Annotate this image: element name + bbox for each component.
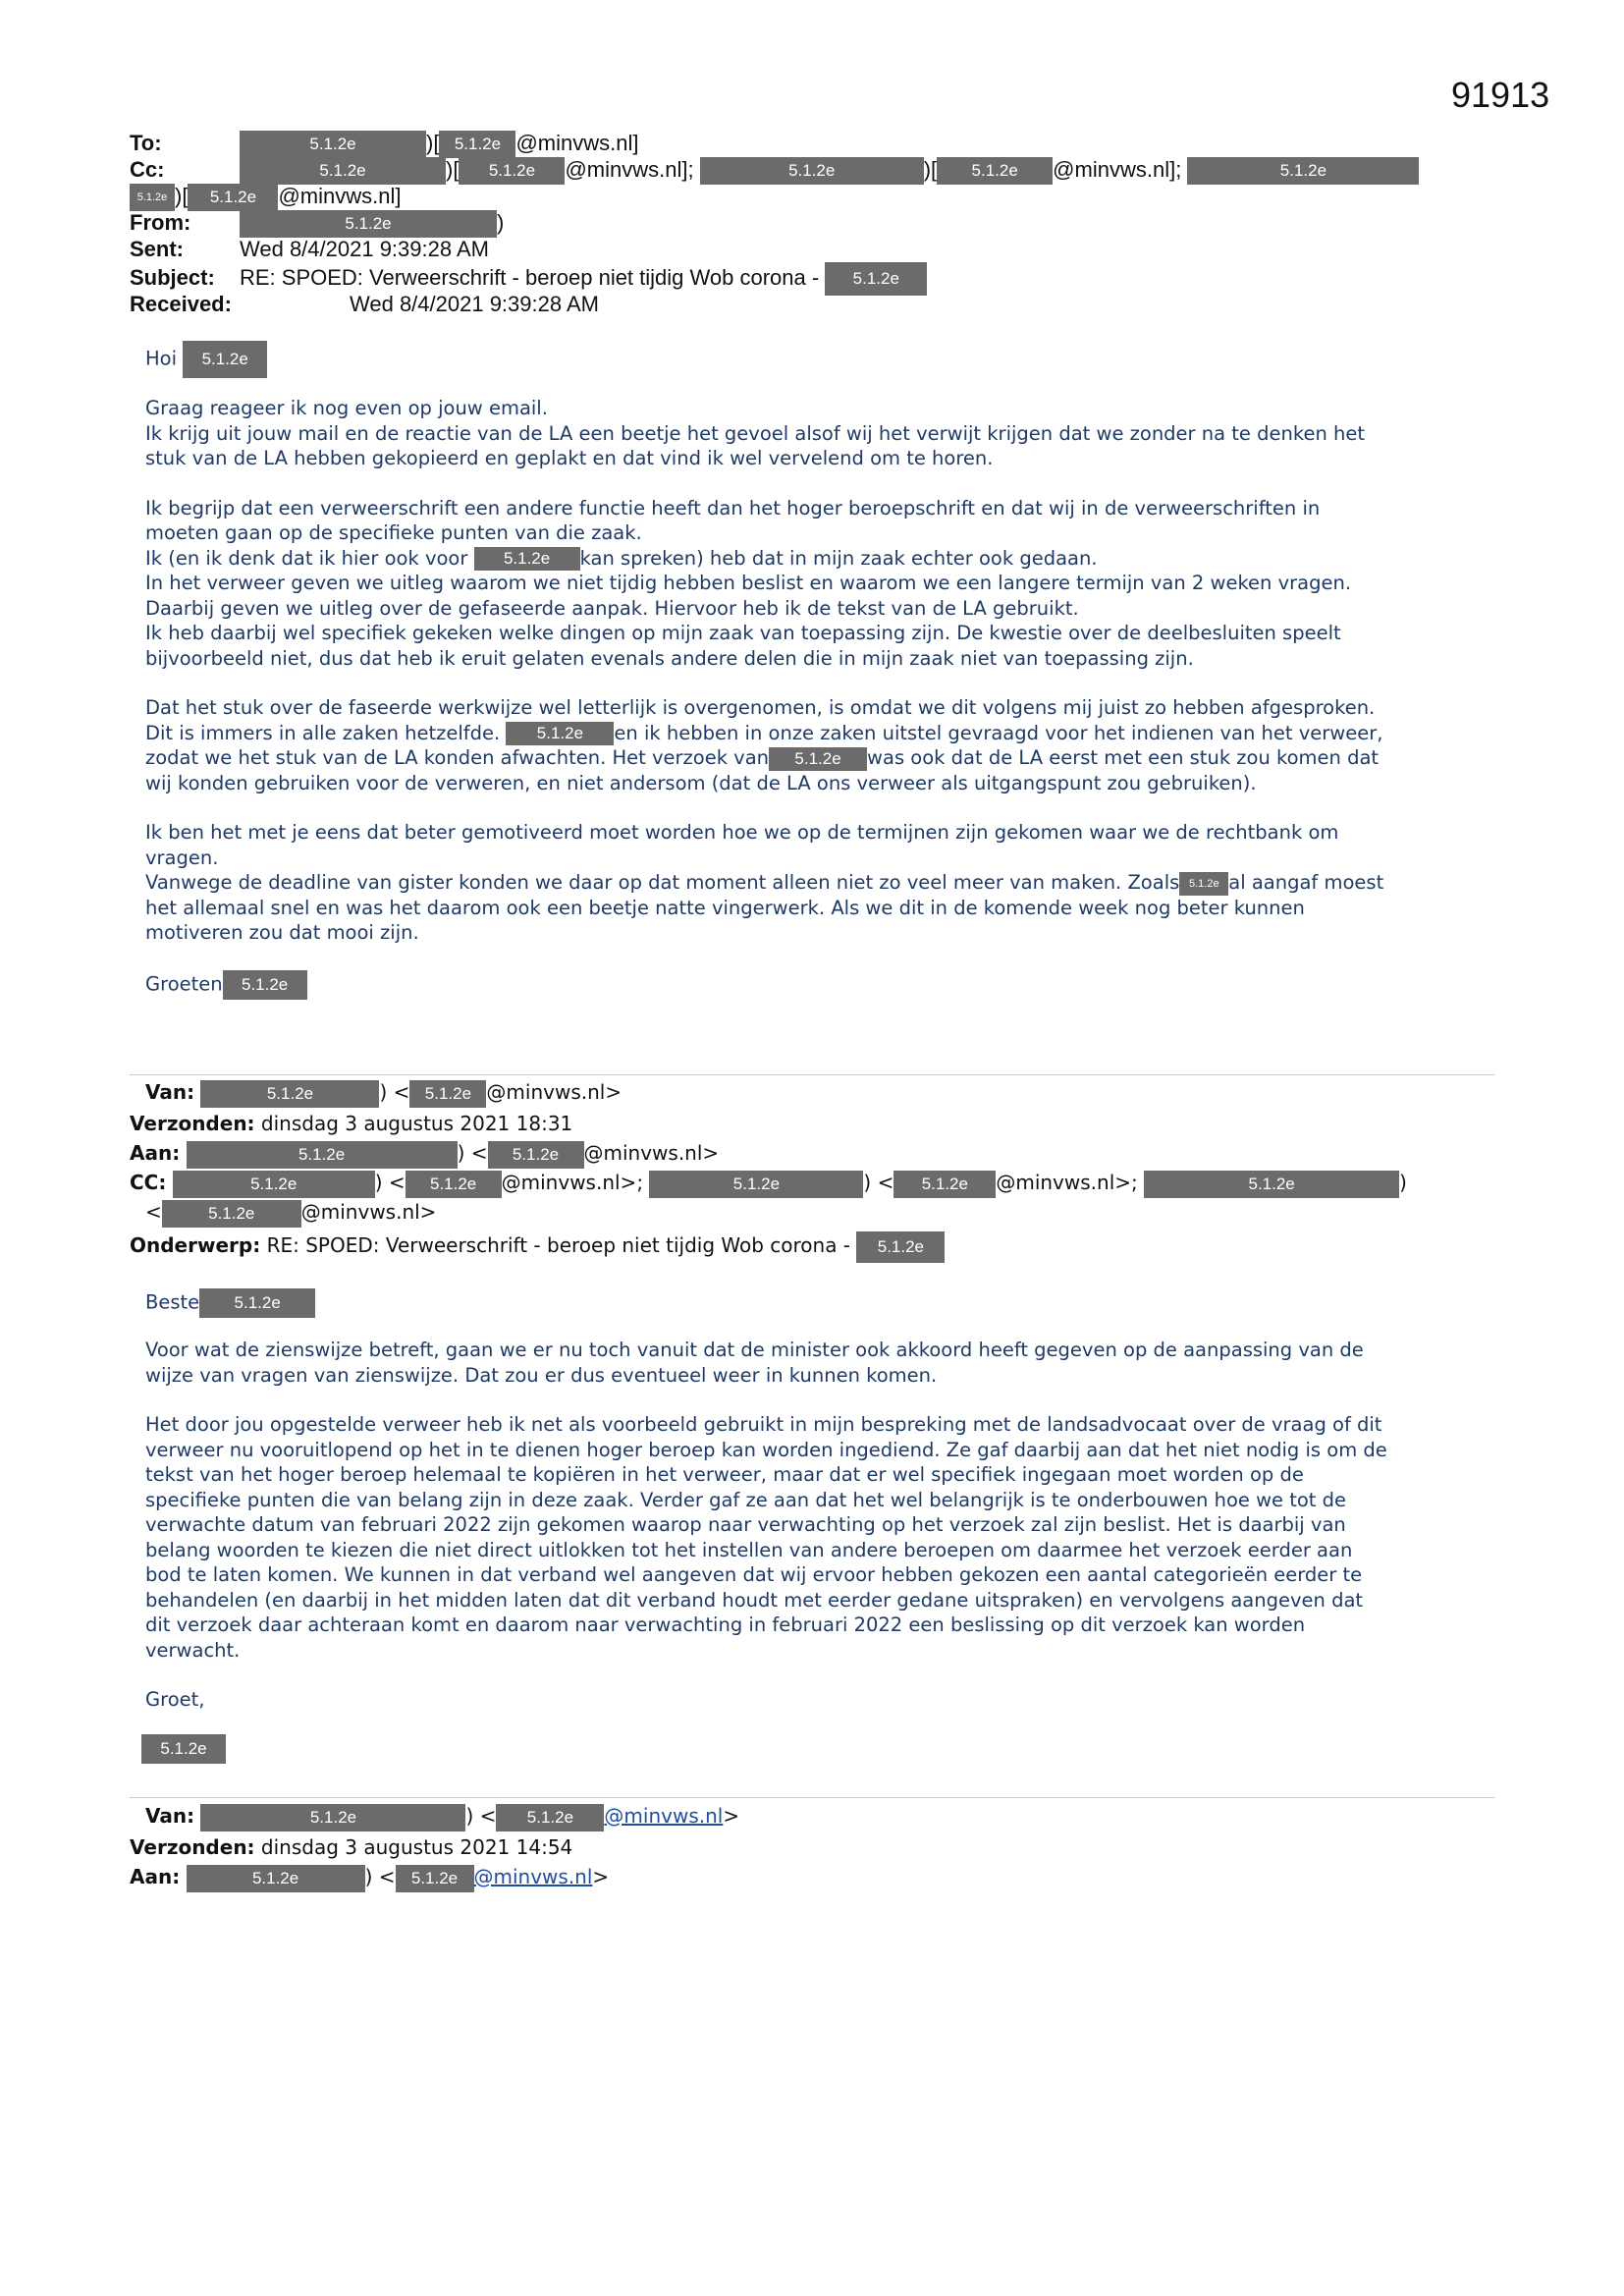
text: kan spreken) heb dat in mijn zaak echter ook gedaan. xyxy=(579,546,1098,570)
to-line: To: 5.1.2e )[ 5.1.2e @minvws.nl] xyxy=(130,130,638,158)
subject-label: Subject: xyxy=(130,264,215,290)
address: @minvws.nl> xyxy=(300,1200,437,1224)
text: Vanwege de deadline van gister konden we daar op dat moment alleen niet zo veel meer van maken. Zoals xyxy=(145,871,1180,894)
paragraph: In het verweer geven we uitleg waarom we niet tijdig hebben beslist en waarom we een langere termijn van 2 weken vragen. xyxy=(145,572,1352,594)
redaction: 5.1.2e xyxy=(187,1865,365,1892)
aan-label: Aan: xyxy=(130,1141,181,1165)
paragraph xyxy=(145,745,1490,771)
fw2-verzonden-line xyxy=(130,1832,572,1862)
address: @minvws.nl>; xyxy=(501,1171,644,1194)
redaction: 5.1.2e xyxy=(187,1141,458,1169)
van-label: Van: xyxy=(145,1804,195,1828)
paragraph: moeten gaan op de specifieke punten van die zaak. xyxy=(145,521,642,544)
redaction: 5.1.2e xyxy=(396,1865,474,1892)
paragraph xyxy=(145,870,1490,896)
email-link[interactable]: @minvws.nl xyxy=(604,1804,724,1828)
separator xyxy=(130,1797,1494,1798)
onderwerp-label: Onderwerp: xyxy=(130,1233,261,1257)
text: al aangaf moest xyxy=(1228,871,1384,894)
text: was ook dat de LA eerst met een stuk zou komen dat xyxy=(867,746,1380,769)
redaction: 5.1.2e xyxy=(700,157,924,185)
redaction: 5.1.2e xyxy=(825,262,927,296)
redaction: 5.1.2e xyxy=(200,1804,465,1831)
redaction: 5.1.2e xyxy=(488,1141,584,1169)
fw1-van-line: Van: 5.1.2e ) < 5.1.2e @minvws.nl> xyxy=(145,1077,622,1108)
fw1-aan-line: Aan: 5.1.2e ) < 5.1.2e @minvws.nl> xyxy=(130,1138,719,1169)
received-line xyxy=(130,291,599,317)
paragraph: Ik heb daarbij wel specifiek gekeken welke dingen op mijn zaak van toepassing zijn. De kwestie over de deelbesluiten speelt xyxy=(145,622,1341,644)
paragraph: wij konden gebruiken voor de verweren, en niet andersom (dat de LA ons verweer als uitgangspunt zou gebruiken). xyxy=(145,771,1257,794)
redaction: 5.1.2e xyxy=(459,157,565,185)
cc-continuation: 5.1.2e )[ 5.1.2e @minvws.nl] xyxy=(130,183,401,211)
reply-body xyxy=(145,341,1490,1000)
address: @minvws.nl> xyxy=(486,1080,623,1104)
cc-label: CC: xyxy=(130,1171,167,1194)
redaction: 5.1.2e xyxy=(1144,1171,1399,1198)
to-domain: @minvws.nl] xyxy=(515,131,639,155)
paragraph: wijze van vragen van zienswijze. Dat zou er dus eventueel weer in kunnen komen. xyxy=(145,1363,938,1387)
received-value: Wed 8/4/2021 9:39:28 AM xyxy=(350,292,599,316)
redaction: 5.1.2e xyxy=(173,1171,375,1198)
paragraph: dit verzoek daar achteraan komt en daarom naar verwachting in februari 2022 een beslissing op dit verzoek kan worden xyxy=(145,1613,1306,1636)
to-label: To: xyxy=(130,131,162,155)
greeting-text: Beste xyxy=(145,1290,200,1314)
paragraph: Voor wat de zienswijze betreft, gaan we er nu toch vanuit dat de minister ook akkoord heeft gegeven op de aanpassing van de xyxy=(145,1339,1364,1361)
verzonden-value: dinsdag 3 augustus 2021 14:54 xyxy=(260,1835,573,1859)
text: en ik hebben in onze zaken uitstel gevraagd voor het indienen van het verweer, xyxy=(614,721,1383,744)
cc-domain: @minvws.nl] xyxy=(278,184,402,208)
separator xyxy=(130,1074,1494,1075)
sent-label: Sent: xyxy=(130,237,184,261)
paragraph: bod te laten komen. We kunnen in dat verband wel aangeven dat wij ervoor hebben gekozen een aantal categorieën eerder te xyxy=(145,1563,1363,1586)
redaction: 5.1.2e xyxy=(406,1171,502,1198)
paragraph: Daarbij geven we uitleg over de gefaseerde aanpak. Hiervoor heb ik de tekst van de LA gebruikt. xyxy=(145,596,1079,620)
cc-domain: @minvws.nl]; xyxy=(565,157,694,182)
redaction: 5.1.2e xyxy=(1179,872,1228,896)
sent-line xyxy=(130,236,489,262)
paragraph: tekst van het hoger beroep helemaal te kopiëren in het verweer, maar dat er wel specifiek ingegaan moet worden op de xyxy=(145,1463,1304,1486)
redaction: 5.1.2e xyxy=(439,131,515,158)
paragraph: Ik begrijp dat een verweerschrift een andere functie heeft dan het hoger beroepschrift en dat wij in de verweerschriften in xyxy=(145,496,1321,519)
redaction: 5.1.2e xyxy=(130,184,175,211)
paragraph: verwachte datum van februari 2022 zijn gekomen waarop naar verwachting op het verzoek zal zijn beslist. Het is daarbij van xyxy=(145,1513,1346,1536)
subject-value: RE: SPOED: Verweerschrift - beroep niet tijdig Wob corona - xyxy=(240,264,820,290)
redaction: 5.1.2e xyxy=(240,131,426,158)
sent-value: Wed 8/4/2021 9:39:28 AM xyxy=(240,237,489,261)
signature xyxy=(141,1734,1490,1764)
cc-domain: @minvws.nl]; xyxy=(1053,157,1182,182)
redaction: 5.1.2e xyxy=(199,1288,315,1318)
paragraph: belang woorden te kiezen die niet direct uitlokken tot het instellen van andere beroepen om daarmee het verzoek eerder aan xyxy=(145,1538,1353,1561)
paragraph: Het door jou opgestelde verweer heb ik net als voorbeeld gebruikt in mijn bespreking met de landsadvocaat over de vraag of dit xyxy=(145,1413,1382,1436)
closing: Groet, xyxy=(145,1688,205,1711)
address: @minvws.nl>; xyxy=(996,1171,1138,1194)
redaction: 5.1.2e xyxy=(200,1080,379,1108)
redaction: 5.1.2e xyxy=(937,157,1053,185)
redaction: 5.1.2e xyxy=(223,970,307,1000)
address-close: > xyxy=(723,1804,740,1828)
van-label: Van: xyxy=(145,1080,195,1104)
paragraph: verweer nu vooruitlopend op het in te dienen hoger beroep kan worden ingediend. Ze gaf daarbij aan dat het niet nodig is om de xyxy=(145,1438,1387,1461)
cc-line: Cc: 5.1.2e )[ 5.1.2e @minvws.nl]; 5.1.2e )[ 5.1.2e @minvws.nl]; 5.1.2e xyxy=(130,156,1419,185)
paragraph: Ik ben het met je eens dat beter gemotiveerd moet worden hoe we op de termijnen zijn gekomen waar we de rechtbank om xyxy=(145,821,1339,844)
redaction: 5.1.2e xyxy=(506,722,614,745)
redaction: 5.1.2e xyxy=(240,157,446,185)
text: Dit is immers in alle zaken hetzelfde. xyxy=(145,721,501,744)
paragraph: Ik krijg uit jouw mail en de reactie van de LA een beetje het gevoel alsof wij het verwijt krijgen dat we zonder na te denken het xyxy=(145,421,1366,445)
fw1-verzonden-line xyxy=(130,1109,572,1138)
paragraph: motiveren zou dat mooi zijn. xyxy=(145,921,419,944)
paragraph: vragen. xyxy=(145,846,219,869)
paragraph xyxy=(145,721,1490,746)
fw2-aan-line: Aan: 5.1.2e ) < 5.1.2e @minvws.nl> xyxy=(130,1862,609,1892)
redaction: 5.1.2e xyxy=(141,1734,226,1764)
document-number: 91913 xyxy=(1451,75,1550,115)
redaction: 5.1.2e xyxy=(409,1080,486,1108)
greeting-text: Hoi xyxy=(145,347,178,370)
verzonden-value: dinsdag 3 augustus 2021 18:31 xyxy=(260,1112,573,1135)
closing-text: Groeten xyxy=(145,972,223,995)
paragraph: behandelen (en daarbij in het midden laten dat dit verband houdt met eerder gedane uitspraken) en vervolgens aangeven dat xyxy=(145,1588,1364,1612)
greeting xyxy=(145,1288,1490,1318)
from-line: From: 5.1.2e ) xyxy=(130,209,504,238)
fw1-cc-continuation: < 5.1.2e @minvws.nl> xyxy=(145,1197,436,1228)
address: @minvws.nl> xyxy=(583,1141,720,1165)
fw1-cc-line: CC: 5.1.2e ) < 5.1.2e @minvws.nl>; 5.1.2e ) < 5.1.2e @minvws.nl>; 5.1.2e ) xyxy=(130,1168,1407,1198)
paragraph xyxy=(145,546,1490,572)
from-label: From: xyxy=(130,210,191,235)
fw1-body xyxy=(145,1288,1490,1764)
verzonden-label: Verzonden: xyxy=(130,1112,255,1135)
received-label: Received: xyxy=(130,292,232,316)
paragraph: stuk van de LA hebben gekopieerd en geplakt en dat vind ik wel vervelend om te horen. xyxy=(145,447,994,469)
redaction: 5.1.2e xyxy=(240,210,497,238)
fw1-onderwerp-line xyxy=(130,1230,945,1263)
paragraph: specifieke punten die van belang zijn in deze zaak. Verder gaf ze aan dat het wel belangrijk is te onderbouwen hoe we tot de xyxy=(145,1488,1347,1511)
paragraph: het allemaal snel en was het daarom ook een beetje natte vingerwerk. Als we dit in de komende week nog beter kunnen xyxy=(145,896,1305,919)
redaction: 5.1.2e xyxy=(162,1200,301,1228)
redaction: 5.1.2e xyxy=(188,184,278,211)
aan-label: Aan: xyxy=(130,1865,181,1888)
paragraph: verwacht. xyxy=(145,1638,241,1662)
paragraph: Dat het stuk over de faseerde werkwijze wel letterlijk is overgenomen, is omdat we dit volgens mij juist zo hebben afgesproken. xyxy=(145,696,1376,719)
redaction: 5.1.2e xyxy=(183,341,267,378)
redaction: 5.1.2e xyxy=(893,1171,996,1198)
redaction: 5.1.2e xyxy=(856,1231,945,1263)
verzonden-label: Verzonden: xyxy=(130,1835,255,1859)
address-close: > xyxy=(592,1865,610,1888)
greeting xyxy=(145,341,1490,378)
text: Ik (en ik denk dat ik hier ook voor xyxy=(145,546,468,570)
redaction: 5.1.2e xyxy=(474,547,580,571)
redaction: 5.1.2e xyxy=(649,1171,863,1198)
cc-label: Cc: xyxy=(130,157,165,182)
closing xyxy=(145,970,1490,1000)
onderwerp-value: RE: SPOED: Verweerschrift - beroep niet tijdig Wob corona - xyxy=(266,1233,851,1257)
email-link[interactable]: @minvws.nl xyxy=(473,1865,593,1888)
redaction: 5.1.2e xyxy=(496,1804,604,1831)
redaction: 5.1.2e xyxy=(769,747,867,771)
paragraph: Graag reageer ik nog even op jouw email. xyxy=(145,397,548,419)
paragraph: bijvoorbeeld niet, dus dat heb ik eruit gelaten evenals andere delen die in mijn zaak niet van toepassing zijn. xyxy=(145,646,1194,670)
fw2-van-line: Van: 5.1.2e ) < 5.1.2e @minvws.nl> xyxy=(145,1801,739,1831)
redaction: 5.1.2e xyxy=(1187,157,1419,185)
text: zodat we het stuk van de LA konden afwachten. Het verzoek van xyxy=(145,746,770,769)
